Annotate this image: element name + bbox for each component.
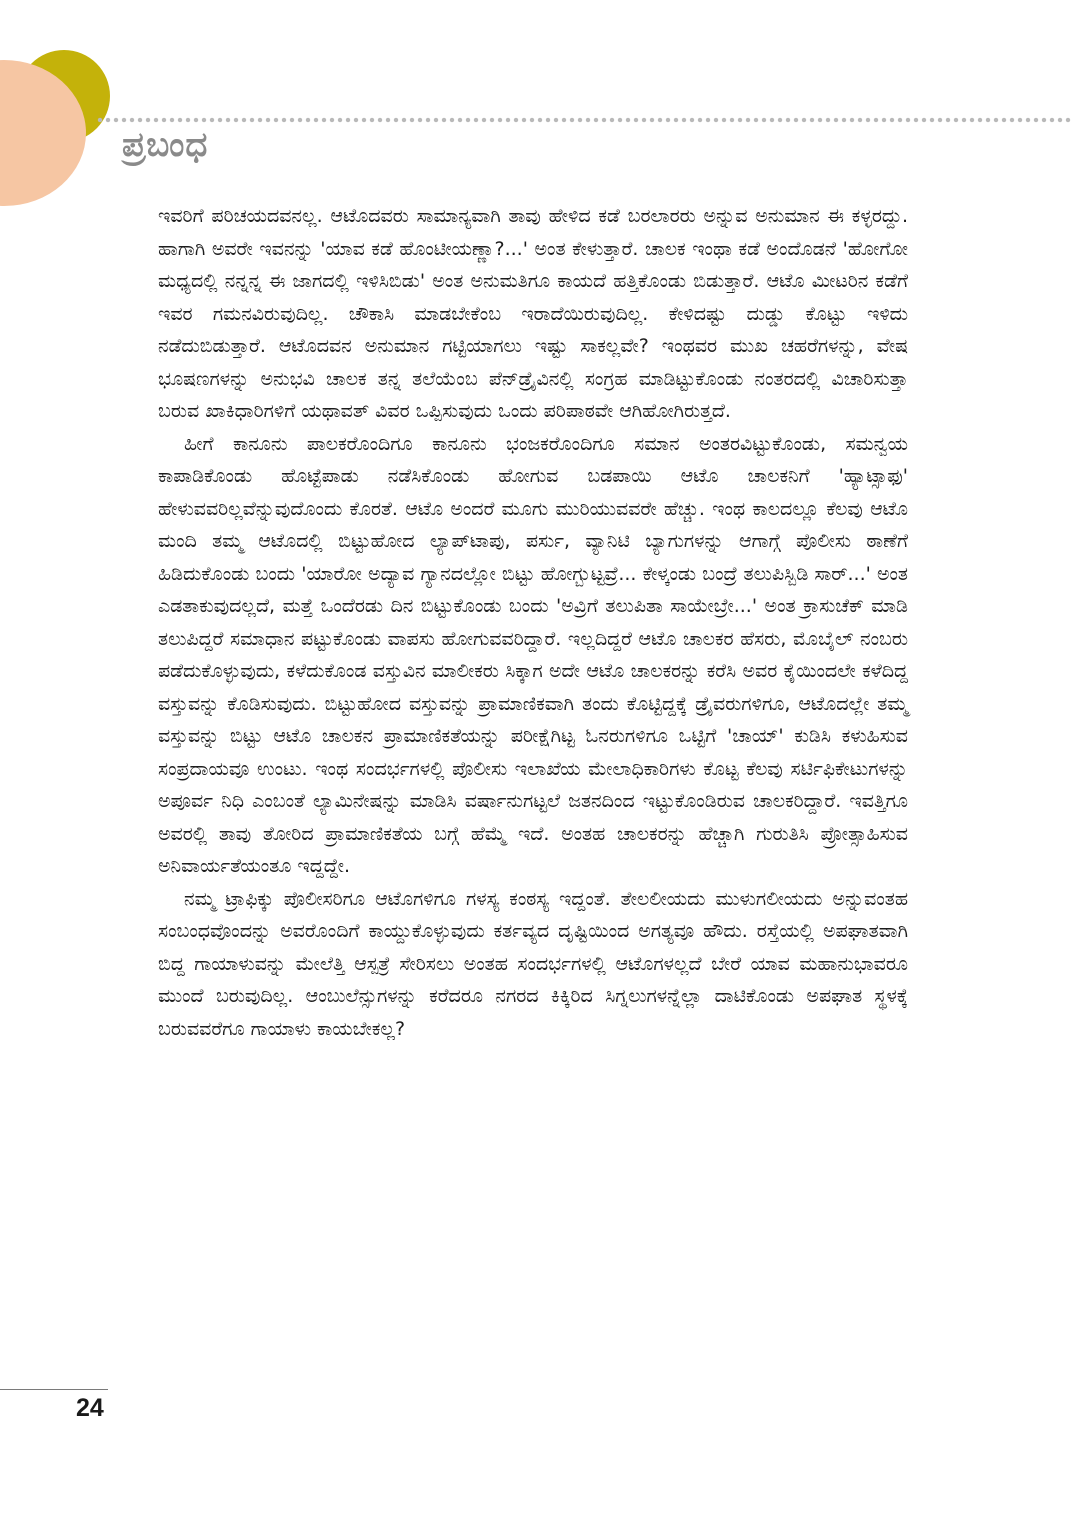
article-body — [158, 200, 908, 1045]
page-number: 24 — [76, 1394, 104, 1422]
paragraph: ಇವರಿಗೆ ಪರಿಚಯದವನಲ್ಲ. ಆಟೊದವರು ಸಾಮಾನ್ಯವಾಗಿ ತಾವು ಹೇಳಿದ ಕಡೆ ಬರಲಾರರು ಅನ್ನುವ ಅನುಮಾನ ಈ ಕಳ್ಳರದ್ದು. ಹಾಗಾಗಿ ಅವರೇ ಇವನನ್ನು 'ಯಾವ ಕಡೆ ಹೊಂಟೀಯಣ್ಣಾ?...' ಅಂತ ಕೇಳುತ್ತಾರೆ. ಚಾಲಕ ಇಂಥಾ ಕಡೆ ಅಂದೊಡನೆ 'ಹೋಗೋ ಮಧ್ಯದಲ್ಲಿ ನನ್ನನ್ನ ಈ ಜಾಗದಲ್ಲಿ ಇಳಿಸಿಬಿಡು' ಅಂತ ಅನುಮತಿಗೂ ಕಾಯದೆ ಹತ್ತಿಕೊಂಡು ಬಿಡುತ್ತಾರೆ. ಆಟೊ ಮೀಟರಿನ ಕಡೆಗೆ ಇವರ ಗಮನವಿರುವುದಿಲ್ಲ. ಚೌಕಾಸಿ ಮಾಡಬೇಕೆಂಬ ಇರಾದೆಯಿರುವುದಿಲ್ಲ. ಕೇಳಿದಷ್ಟು ದುಡ್ಡು ಕೊಟ್ಟು ಇಳಿದು ನಡೆದುಬಿಡುತ್ತಾರೆ. ಆಟೊದವನ ಅನುಮಾನ ಗಟ್ಟಿಯಾಗಲು ಇಷ್ಟು ಸಾಕಲ್ಲವೇ? ಇಂಥವರ ಮುಖ ಚಹರೆಗಳನ್ನು, ವೇಷ ಭೂಷಣಗಳನ್ನು ಅನುಭವಿ ಚಾಲಕ ತನ್ನ ತಲೆಯೆಂಬ ಪೆನ್‌ಡ್ರೈವಿನಲ್ಲಿ ಸಂಗ್ರಹ ಮಾಡಿಟ್ಟುಕೊಂಡು ನಂತರದಲ್ಲಿ ವಿಚಾರಿಸುತ್ತಾ ಬರುವ ಖಾಕಿಧಾರಿಗಳಿಗೆ ಯಥಾವತ್ ವಿವರ ಒಪ್ಪಿಸುವುದು ಒಂದು ಪರಿಪಾಠವೇ ಆಗಿಹೋಗಿರುತ್ತದೆ. — [158, 205, 908, 422]
paragraph: ಹೀಗೆ ಕಾನೂನು ಪಾಲಕರೊಂದಿಗೂ ಕಾನೂನು ಭಂಜಕರೊಂದಿಗೂ ಸಮಾನ ಅಂತರವಿಟ್ಟುಕೊಂಡು, ಸಮನ್ವಯ ಕಾಪಾಡಿಕೊಂಡು ಹೊಟ್ಟೆಪಾಡು ನಡೆಸಿಕೊಂಡು ಹೋಗುವ ಬಡಪಾಯಿ ಆಟೊ ಚಾಲಕನಿಗೆ 'ಹ್ಯಾಟ್ಸಾಫು' ಹೇಳುವವರಿಲ್ಲವೆನ್ನುವುದೊಂದು ಕೊರತೆ. ಆಟೊ ಅಂದರೆ ಮೂಗು ಮುರಿಯುವವರೇ ಹೆಚ್ಚು. ಇಂಥ ಕಾಲದಲ್ಲೂ ಕೆಲವು ಆಟೊ ಮಂದಿ ತಮ್ಮ ಆಟೊದಲ್ಲಿ ಬಿಟ್ಟುಹೋದ ಲ್ಯಾಪ್‌ಟಾಪು, ಪರ್ಸು, ವ್ಯಾನಿಟಿ ಬ್ಯಾಗುಗಳನ್ನು ಆಗಾಗ್ಗೆ ಪೊಲೀಸು ಠಾಣೆಗೆ ಹಿಡಿದುಕೊಂಡು ಬಂದು 'ಯಾರೋ ಅದ್ಯಾವ ಗ್ಯಾನದಲ್ಲೋ ಬಿಟ್ಟು ಹೋಗ್ಬುಟ್ಟವ್ರೆ... ಕೇಳ್ಕಂಡು ಬಂದ್ರೆ ತಲುಪಿಸ್ಬಿಡಿ ಸಾರ್...' ಅಂತ ಎಡತಾಕುವುದಲ್ಲದೆ, ಮತ್ತೆ ಒಂದೆರಡು ದಿನ ಬಿಟ್ಟುಕೊಂಡು ಬಂದು 'ಅವ್ರಿಗೆ ತಲುಪಿತಾ ಸಾಯೇಬ್ರೇ...' ಅಂತ ಕ್ರಾಸುಚೆಕ್ ಮಾಡಿ ತಲುಪಿದ್ದರೆ ಸಮಾಧಾನ ಪಟ್ಟುಕೊಂಡು ವಾಪಸು ಹೋಗುವವರಿದ್ದಾರೆ. ಇಲ್ಲದಿದ್ದರೆ ಆಟೊ ಚಾಲಕರ ಹೆಸರು, ಮೊಬೈಲ್ ನಂಬರು ಪಡೆದುಕೊಳ್ಳುವುದು, ಕಳೆದುಕೊಂಡ ವಸ್ತುವಿನ ಮಾಲೀಕರು ಸಿಕ್ಕಾಗ ಅದೇ ಆಟೊ ಚಾಲಕರನ್ನು ಕರೆಸಿ ಅವರ ಕೈಯಿಂದಲೇ ಕಳೆದಿದ್ದ ವಸ್ತುವನ್ನು ಕೊಡಿಸುವುದು. ಬಿಟ್ಟುಹೋದ ವಸ್ತುವನ್ನು ಪ್ರಾಮಾಣಿಕವಾಗಿ ತಂದು ಕೊಟ್ಟಿದ್ದಕ್ಕೆ ಡ್ರೈವರುಗಳಿಗೂ, ಆಟೊದಲ್ಲೇ ತಮ್ಮ ವಸ್ತುವನ್ನು ಬಿಟ್ಟು ಆಟೊ ಚಾಲಕನ ಪ್ರಾಮಾಣಿಕತೆಯನ್ನು ಪರೀಕ್ಷೆಗಿಟ್ಟ ಓನರುಗಳಿಗೂ ಒಟ್ಟಿಗೆ 'ಚಾಯ್' ಕುಡಿಸಿ ಕಳುಹಿಸುವ ಸಂಪ್ರದಾಯವೂ ಉಂಟು. ಇಂಥ ಸಂದರ್ಭಗಳಲ್ಲಿ ಪೊಲೀಸು ಇಲಾಖೆಯ ಮೇಲಾಧಿಕಾರಿಗಳು ಕೊಟ್ಟ ಕೆಲವು ಸರ್ಟಿಫಿಕೇಟುಗಳನ್ನು ಅಪೂರ್ವ ನಿಧಿ ಎಂಬಂತೆ ಲ್ಯಾಮಿನೇಷನ್ನು ಮಾಡಿಸಿ ವರ್ಷಾನುಗಟ್ಟಲೆ ಜತನದಿಂದ ಇಟ್ಟುಕೊಂಡಿರುವ ಚಾಲಕರಿದ್ದಾರೆ. ಇವತ್ತಿಗೂ ಅವರಲ್ಲಿ ತಾವು ತೋರಿದ ಪ್ರಾಮಾಣಿಕತೆಯ ಬಗ್ಗೆ ಹೆಮ್ಮೆ ಇದೆ. ಅಂತಹ ಚಾಲಕರನ್ನು ಹೆಚ್ಚಾಗಿ ಗುರುತಿಸಿ ಪ್ರೋತ್ಸಾಹಿಸುವ ಅನಿವಾರ್ಯತೆಯಂತೂ ಇದ್ದದ್ದೇ. — [158, 432, 908, 877]
dotted-header-rule — [96, 116, 1072, 124]
section-title: ಪ್ರಬಂಧ — [122, 125, 209, 165]
footer-rule — [0, 1389, 108, 1390]
paragraph: ನಮ್ಮ ಟ್ರಾಫಿಕ್ಕು ಪೊಲೀಸರಿಗೂ ಆಟೊಗಳಿಗೂ ಗಳಸ್ಯ ಕಂಠಸ್ಯ ಇದ್ದಂತೆ. ತೇಲಲೀಯದು ಮುಳುಗಲೀಯದು ಅನ್ನುವಂತಹ ಸಂಬಂಧವೊಂದನ್ನು ಅವರೊಂದಿಗೆ ಕಾಯ್ದುಕೊಳ್ಳುವುದು ಕರ್ತವ್ಯದ ದೃಷ್ಟಿಯಿಂದ ಅಗತ್ಯವೂ ಹೌದು. ರಸ್ತೆಯಲ್ಲಿ ಅಪಘಾತವಾಗಿ ಬಿದ್ದ ಗಾಯಾಳುವನ್ನು ಮೇಲೆತ್ತಿ ಆಸ್ಪತ್ರೆ ಸೇರಿಸಲು ಅಂತಹ ಸಂದರ್ಭಗಳಲ್ಲಿ ಆಟೊಗಳಲ್ಲದೆ ಬೇರೆ ಯಾವ ಮಹಾನುಭಾವರೂ ಮುಂದೆ ಬರುವುದಿಲ್ಲ. ಆಂಬುಲೆನ್ಸುಗಳನ್ನು ಕರೆದರೂ ನಗರದ ಕಿಕ್ಕಿರಿದ ಸಿಗ್ನಲುಗಳನ್ನೆಲ್ಲಾ ದಾಟಿಕೊಂಡು ಅಪಘಾತ ಸ್ಥಳಕ್ಕೆ ಬರುವವರೆಗೂ ಗಾಯಾಳು ಕಾಯಬೇಕಲ್ಲ? — [158, 887, 908, 1040]
